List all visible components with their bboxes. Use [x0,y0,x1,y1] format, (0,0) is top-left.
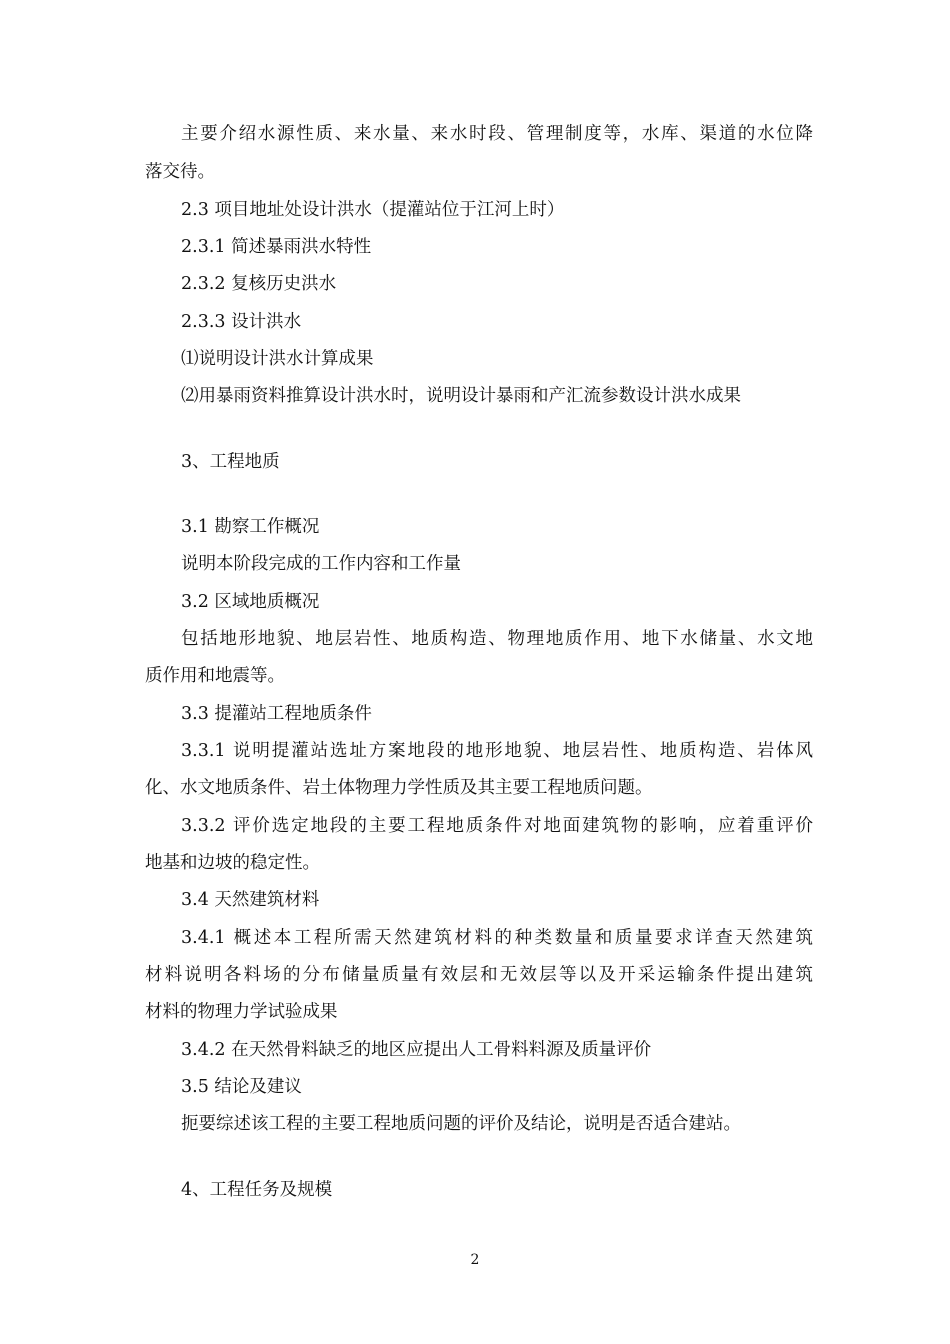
section-heading: 2.3.3 设计洪水 [181,312,302,332]
section-heading: 2.3 项目地址处设计洪水（提灌站位于江河上时） [181,200,565,220]
paragraph-line: 说明本阶段完成的工作内容和工作量 [181,554,461,574]
section-heading: 3.4 天然建筑材料 [181,890,320,910]
paragraph-line: 地基和边坡的稳定性。 [145,853,320,873]
chapter-heading: 4、工程任务及规模 [181,1180,333,1200]
paragraph-line: 3.3.1 说明提灌站选址方案地段的地形地貌、地层岩性、地质构造、岩体风 [181,741,813,761]
paragraph-line: 主要介绍水源性质、来水量、来水时段、管理制度等，水库、渠道的水位降 [181,124,813,144]
paragraph-line: 材料说明各料场的分布储量质量有效层和无效层等以及开采运输条件提出建筑 [145,965,813,985]
paragraph-line: 3.3.2 评价选定地段的主要工程地质条件对地面建筑物的影响，应着重评价 [181,816,813,836]
list-item: ⑵用暴雨资料推算设计洪水时，说明设计暴雨和产汇流参数设计洪水成果 [181,386,741,406]
paragraph-line: 3.4.2 在天然骨料缺乏的地区应提出人工骨料料源及质量评价 [181,1040,652,1060]
paragraph-line: 包括地形地貌、地层岩性、地质构造、物理地质作用、地下水储量、水文地 [181,629,813,649]
paragraph-line: 材料的物理力学试验成果 [145,1002,338,1022]
section-heading: 2.3.2 复核历史洪水 [181,274,337,294]
section-heading: 2.3.1 简述暴雨洪水特性 [181,237,372,257]
page-number: 2 [470,1252,480,1268]
paragraph-line: 化、水文地质条件、岩土体物理力学性质及其主要工程地质问题。 [145,778,653,798]
chapter-heading: 3、工程地质 [181,452,280,472]
paragraph-line: 3.4.1 概述本工程所需天然建筑材料的种类数量和质量要求详查天然建筑 [181,928,813,948]
paragraph-line: 落交待。 [145,162,215,182]
paragraph-line: 扼要综述该工程的主要工程地质问题的评价及结论，说明是否适合建站。 [181,1114,741,1134]
list-item: ⑴说明设计洪水计算成果 [181,349,374,369]
section-heading: 3.1 勘察工作概况 [181,517,320,537]
section-heading: 3.3 提灌站工程地质条件 [181,704,372,724]
section-heading: 3.5 结论及建议 [181,1077,302,1097]
section-heading: 3.2 区域地质概况 [181,592,320,612]
paragraph-line: 质作用和地震等。 [145,666,285,686]
